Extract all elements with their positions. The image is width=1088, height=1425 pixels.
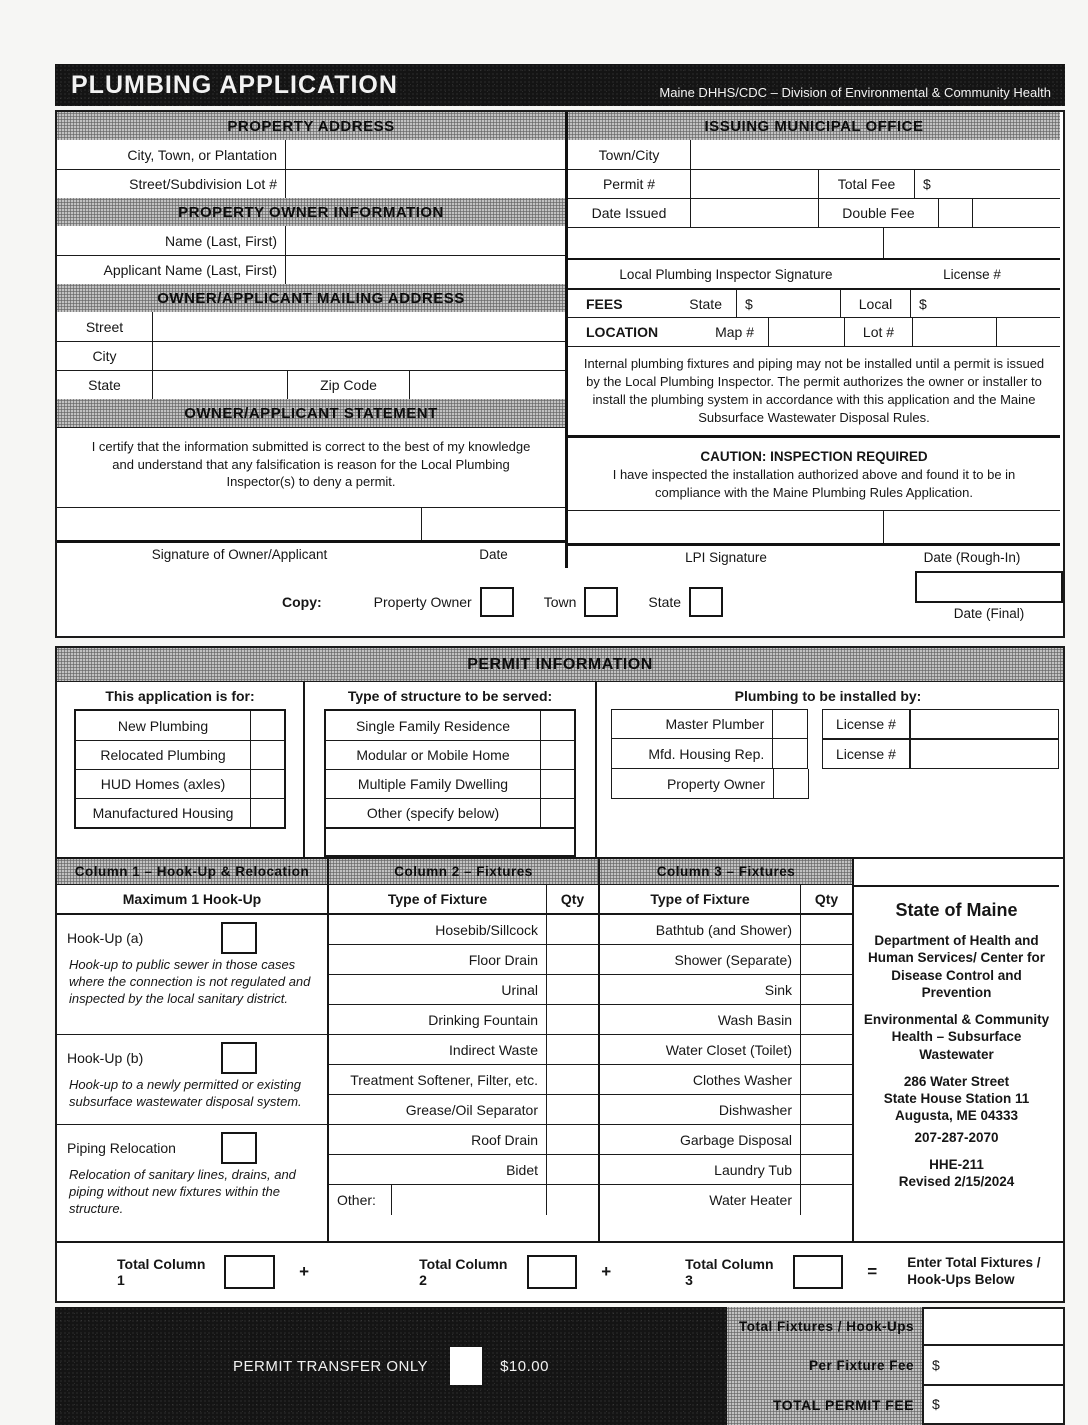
agency-department: Department of Health and Human Services/ Center for Disease Control and Prevention: [867, 933, 1046, 1000]
structure-type-column: [305, 682, 597, 857]
total-column3-input[interactable]: [793, 1255, 844, 1289]
column2-type-header: Type of Fixture: [387, 891, 488, 907]
option-multiple-family-label: Multiple Family Dwelling: [357, 776, 509, 792]
inspector-signature-label: Local Plumbing Inspector Signature: [619, 266, 833, 282]
fixture-grease-separator-qty-input[interactable]: [546, 1095, 598, 1124]
fixture-other-input[interactable]: [391, 1185, 546, 1215]
owner-name-label: Name (Last, First): [164, 232, 277, 249]
inspector-license-input[interactable]: [884, 228, 1060, 258]
total-permit-fee-label: TOTAL PERMIT FEE: [727, 1386, 922, 1425]
piping-relocation-label: Piping Relocation: [67, 1140, 176, 1156]
property-owner-installer-label: Property Owner: [611, 769, 773, 799]
master-plumber-checkbox[interactable]: [772, 709, 808, 739]
agency-info-column: [854, 859, 1059, 1241]
double-fee-checkbox[interactable]: [938, 199, 972, 227]
option-manufactured-housing-checkbox[interactable]: [250, 799, 284, 827]
section-property-address: PROPERTY ADDRESS: [57, 112, 565, 140]
total-fee-input[interactable]: $: [914, 170, 1060, 198]
column3-type-header: Type of Fixture: [650, 891, 750, 907]
date-rough-in-label: Date (Rough-In): [923, 549, 1021, 565]
date-issued-input[interactable]: [690, 199, 818, 227]
plumbing-application-form: [55, 64, 1065, 1425]
title-bar: [55, 64, 1065, 106]
copy-town-label: Town: [543, 594, 577, 610]
applicant-name-label: Applicant Name (Last, First): [103, 262, 277, 278]
property-city-label: City, Town, or Plantation: [127, 146, 277, 163]
fixture-bathtub-qty-input[interactable]: [800, 915, 852, 944]
section-owner-info: PROPERTY OWNER INFORMATION: [57, 198, 565, 226]
permit-number-label: Permit #: [602, 176, 656, 192]
fixture-dishwasher-label: Dishwasher: [718, 1101, 792, 1118]
piping-relocation-checkbox[interactable]: [221, 1132, 257, 1164]
permit-transfer-label: PERMIT TRANSFER ONLY: [233, 1357, 429, 1375]
section-municipal-office: ISSUING MUNICIPAL OFFICE: [568, 112, 1060, 140]
double-fee-label: Double Fee: [818, 199, 938, 227]
agency-subtitle: Maine DHHS/CDC – Division of Environmental & Community Health: [659, 84, 1051, 100]
copy-state-label: State: [648, 594, 682, 610]
agency-division: Environmental & Community Health – Subsurface Wastewater: [863, 1012, 1050, 1062]
installed-by-title: Plumbing to be installed by:: [734, 687, 922, 704]
option-relocated-plumbing-checkbox[interactable]: [250, 741, 284, 769]
column2-header: Column 2 – Fixtures: [329, 859, 598, 885]
municipal-office-column: [568, 112, 1060, 568]
date-final-input[interactable]: [915, 571, 1063, 603]
location-label: LOCATION: [586, 324, 659, 340]
total-fixtures-input[interactable]: [922, 1307, 1065, 1346]
owner-signature-date-input[interactable]: [422, 508, 565, 540]
fixture-indirect-waste-label: Indirect Waste: [449, 1041, 538, 1058]
state-of-maine-title: State of Maine: [895, 900, 1018, 920]
fixtures-band: [57, 857, 1063, 1241]
column2-qty-header: Qty: [546, 885, 598, 913]
date-final-label: Date (Final): [953, 606, 1025, 621]
fixture-water-heater-qty-input[interactable]: [800, 1185, 852, 1215]
caution-text: I have inspected the installation authorized above and found it to be in compliance with the Maine Plumbing Rules Application.: [612, 467, 1016, 500]
total-column2-label: Total Column 2: [419, 1256, 508, 1288]
option-new-plumbing-label: New Plumbing: [117, 717, 209, 734]
map-number-label: Map #: [715, 324, 754, 340]
fixture-shower-qty-input[interactable]: [800, 945, 852, 974]
owner-statement-text: I certify that the information submitted is correct to the best of my knowledge and understand that any falsification is reason for the Local Plumbing Inspector(s) to deny a permit.: [57, 427, 565, 507]
hookup-b-desc: Hook-up to a newly permitted or existing subsurface wastewater disposal system.: [69, 1077, 302, 1109]
mailing-state-label: State: [88, 377, 121, 393]
total-column1-input[interactable]: [224, 1255, 275, 1289]
fixture-roof-drain-qty-input[interactable]: [546, 1125, 598, 1154]
property-street-input[interactable]: [285, 170, 565, 198]
column3-header: Column 3 – Fixtures: [600, 859, 852, 885]
owner-date-label: Date: [479, 546, 508, 562]
per-fixture-fee-label: Per Fixture Fee: [727, 1346, 922, 1385]
fixture-drinking-fountain-qty-input[interactable]: [546, 1005, 598, 1034]
option-modular-mobile-label: Modular or Mobile Home: [356, 747, 510, 763]
lot-number-label: Lot #: [844, 318, 912, 346]
fees-state-label: State: [689, 295, 722, 312]
option-single-family-label: Single Family Residence: [355, 717, 511, 734]
mfd-housing-rep-license-input[interactable]: [910, 739, 1059, 769]
agency-phone: 207-287-2070: [914, 1129, 999, 1145]
date-issued-label: Date Issued: [591, 205, 667, 221]
per-fixture-fee-input[interactable]: $: [922, 1346, 1065, 1385]
permit-transfer-fee: $10.00: [500, 1357, 549, 1375]
mailing-street-input[interactable]: [152, 312, 565, 341]
state-fee-input[interactable]: $: [736, 290, 840, 317]
fixture-laundry-tub-qty-input[interactable]: [800, 1155, 852, 1184]
fixture-grease-separator-label: Grease/Oil Separator: [405, 1101, 538, 1118]
fixture-sink-label: Sink: [764, 981, 792, 998]
property-owner-column: [57, 112, 568, 568]
property-city-input[interactable]: [285, 140, 565, 169]
town-city-label: Town/City: [598, 146, 660, 163]
option-hud-homes-label: HUD Homes (axles): [100, 776, 226, 792]
option-other-structure-checkbox[interactable]: [540, 799, 574, 827]
total-column2-input[interactable]: [527, 1255, 578, 1289]
total-permit-fee-input[interactable]: $: [922, 1386, 1065, 1425]
total-column1-label: Total Column 1: [117, 1256, 206, 1288]
permit-notice-text: Internal plumbing fixtures and piping may not be installed until a permit is issued by the Local Plumbing Inspector. The permit authorizes the owner or installer to install the plumbing system in accordance with this application and the Maine Subsurface Wastewater Disposal Rules.: [568, 346, 1060, 435]
column3-qty-header: Qty: [800, 885, 852, 913]
application-for-column: [57, 682, 305, 857]
plus-sign-2: +: [601, 1262, 612, 1281]
lot-number-extra-input[interactable]: [996, 318, 1060, 346]
structure-type-title: Type of structure to be served:: [347, 687, 553, 704]
total-fixtures-label: Total Fixtures / Hook-Ups: [727, 1307, 922, 1346]
mailing-city-input[interactable]: [152, 342, 565, 370]
section-permit-information: PERMIT INFORMATION: [57, 648, 1063, 682]
fixture-clothes-washer-qty-input[interactable]: [800, 1065, 852, 1094]
fixture-sink-qty-input[interactable]: [800, 975, 852, 1004]
fixture-floor-drain-label: Floor Drain: [468, 951, 538, 968]
fixture-water-closet-qty-input[interactable]: [800, 1035, 852, 1064]
fixture-hosebib-qty-input[interactable]: [546, 915, 598, 944]
lot-number-input[interactable]: [912, 318, 996, 346]
permit-transfer-checkbox[interactable]: [450, 1347, 482, 1385]
option-relocated-plumbing-label: Relocated Plumbing: [100, 747, 226, 763]
owner-signature-label: Signature of Owner/Applicant: [151, 546, 328, 562]
copy-town-checkbox[interactable]: [584, 587, 618, 617]
applicant-name-input[interactable]: [285, 256, 565, 284]
owner-signature-input[interactable]: [57, 508, 422, 540]
column3-fixtures: [600, 859, 854, 1241]
piping-relocation-desc: Relocation of sanitary lines, drains, and piping without new fixtures within the structure.: [69, 1167, 296, 1216]
option-modular-mobile-checkbox[interactable]: [540, 741, 574, 769]
fixture-bidet-qty-input[interactable]: [546, 1155, 598, 1184]
option-hud-homes-checkbox[interactable]: [250, 770, 284, 798]
fixture-garbage-disposal-label: Garbage Disposal: [679, 1131, 792, 1148]
hookup-a-label: Hook-Up (a): [67, 930, 144, 946]
fixture-garbage-disposal-qty-input[interactable]: [800, 1125, 852, 1154]
permit-information-section: [55, 646, 1065, 1303]
fixture-laundry-tub-label: Laundry Tub: [714, 1161, 792, 1178]
copy-label: Copy:: [282, 594, 322, 610]
option-manufactured-housing-label: Manufactured Housing: [92, 805, 234, 821]
column1-header: Column 1 – Hook-Up & Relocation: [57, 859, 327, 885]
fees-local-label: Local: [840, 290, 910, 317]
caution-block: [568, 435, 1060, 510]
agency-address2: State House Station 11: [883, 1091, 1030, 1107]
top-section: [55, 110, 1065, 638]
option-multiple-family-checkbox[interactable]: [540, 770, 574, 798]
lpi-signature-input[interactable]: [568, 511, 884, 543]
fixture-hosebib-label: Hosebib/Sillcock: [435, 921, 538, 938]
mfd-housing-rep-label: Mfd. Housing Rep.: [611, 739, 772, 769]
permit-transfer-bar: [55, 1307, 727, 1425]
fixture-roof-drain-label: Roof Drain: [471, 1131, 538, 1148]
equals-sign: =: [867, 1262, 878, 1281]
installed-by-column: [597, 682, 1059, 857]
master-plumber-license-input[interactable]: [910, 709, 1059, 739]
other-structure-specify-input[interactable]: [324, 829, 576, 857]
local-fee-input[interactable]: $: [910, 290, 1060, 317]
fixture-water-heater-label: Water Heater: [709, 1192, 792, 1208]
fixture-clothes-washer-label: Clothes Washer: [692, 1071, 792, 1088]
page-title: PLUMBING APPLICATION: [71, 70, 398, 99]
option-single-family-checkbox[interactable]: [540, 711, 574, 740]
property-street-label: Street/Subdivision Lot #: [129, 176, 277, 192]
fixture-bathtub-label: Bathtub (and Shower): [655, 921, 792, 938]
fixture-treatment-softener-qty-input[interactable]: [546, 1065, 598, 1094]
mailing-city-label: City: [92, 348, 117, 364]
section-mailing-address: OWNER/APPLICANT MAILING ADDRESS: [57, 284, 565, 312]
mfd-housing-rep-license-label: License #: [822, 739, 910, 769]
fixture-bidet-label: Bidet: [506, 1161, 538, 1178]
fixture-treatment-softener-label: Treatment Softener, Filter, etc.: [350, 1071, 538, 1088]
mailing-street-label: Street: [85, 318, 124, 335]
plus-sign-1: +: [299, 1262, 310, 1281]
inspector-license-label: License #: [943, 266, 1001, 282]
form-revised-date: Revised 2/15/2024: [898, 1174, 1015, 1190]
fixture-shower-label: Shower (Separate): [674, 951, 792, 968]
section-owner-statement: OWNER/APPLICANT STATEMENT: [57, 399, 565, 427]
inspector-signature-input[interactable]: [568, 228, 884, 258]
fixture-other-label: Other:: [337, 1192, 376, 1208]
copy-property-owner-checkbox[interactable]: [480, 587, 514, 617]
copy-state-checkbox[interactable]: [689, 587, 723, 617]
option-new-plumbing-checkbox[interactable]: [250, 711, 284, 740]
column1-hookup: [57, 859, 329, 1241]
fixture-drinking-fountain-label: Drinking Fountain: [428, 1011, 538, 1028]
map-number-input[interactable]: [768, 318, 844, 346]
total-fee-label: Total Fee: [818, 170, 914, 198]
town-city-input[interactable]: [690, 140, 1060, 169]
mailing-zip-label: Zip Code: [287, 371, 409, 399]
permit-number-input[interactable]: [690, 170, 818, 198]
property-owner-installer-checkbox[interactable]: [773, 769, 809, 799]
fixture-wash-basin-label: Wash Basin: [717, 1011, 792, 1028]
agency-address3: Augusta, ME 04333: [894, 1108, 1019, 1124]
fixture-dishwasher-qty-input[interactable]: [800, 1095, 852, 1124]
copy-property-owner-label: Property Owner: [373, 594, 472, 610]
hookup-b-checkbox[interactable]: [221, 1042, 257, 1074]
mailing-state-input[interactable]: [152, 371, 287, 399]
fixture-wash-basin-qty-input[interactable]: [800, 1005, 852, 1034]
column1-subtitle: Maximum 1 Hook-Up: [122, 891, 262, 907]
column2-fixtures: [329, 859, 600, 1241]
caution-title: CAUTION: INSPECTION REQUIRED: [700, 449, 928, 464]
fees-label: FEES: [586, 295, 623, 312]
hookup-b-label: Hook-Up (b): [67, 1050, 144, 1066]
owner-name-input[interactable]: [285, 226, 565, 255]
agency-info-box: [854, 885, 1059, 1241]
total-column3-label: Total Column 3: [685, 1256, 774, 1288]
mailing-zip-input[interactable]: [409, 371, 565, 399]
totals-band: [57, 1241, 1063, 1301]
fixture-water-closet-label: Water Closet (Toilet): [665, 1041, 792, 1058]
master-plumber-label: Master Plumber: [611, 709, 772, 739]
master-plumber-license-label: License #: [822, 709, 910, 739]
agency-address1: 286 Water Street: [903, 1073, 1010, 1089]
hookup-a-checkbox[interactable]: [221, 922, 257, 954]
fixture-other-qty-input[interactable]: [546, 1185, 598, 1215]
date-rough-in-input[interactable]: [884, 511, 1060, 543]
option-other-structure-label: Other (specify below): [366, 805, 500, 821]
form-number: HHE-211: [929, 1156, 984, 1172]
fixture-urinal-label: Urinal: [501, 981, 538, 998]
fixture-indirect-waste-qty-input[interactable]: [546, 1035, 598, 1064]
lpi-signature-label: LPI Signature: [685, 549, 767, 565]
hookup-a-desc: Hook-up to public sewer in those cases where the connection is not regulated and inspected by the local sanitary district.: [69, 957, 311, 1006]
footer-band: [55, 1307, 1065, 1425]
mfd-housing-rep-checkbox[interactable]: [772, 739, 808, 769]
copy-band: [57, 568, 1063, 636]
enter-total-note: Enter Total Fixtures / Hook-Ups Below: [907, 1255, 1041, 1287]
fixture-floor-drain-qty-input[interactable]: [546, 945, 598, 974]
fixture-urinal-qty-input[interactable]: [546, 975, 598, 1004]
application-for-title: This application is for:: [105, 687, 255, 704]
double-fee-input[interactable]: [972, 199, 1060, 227]
